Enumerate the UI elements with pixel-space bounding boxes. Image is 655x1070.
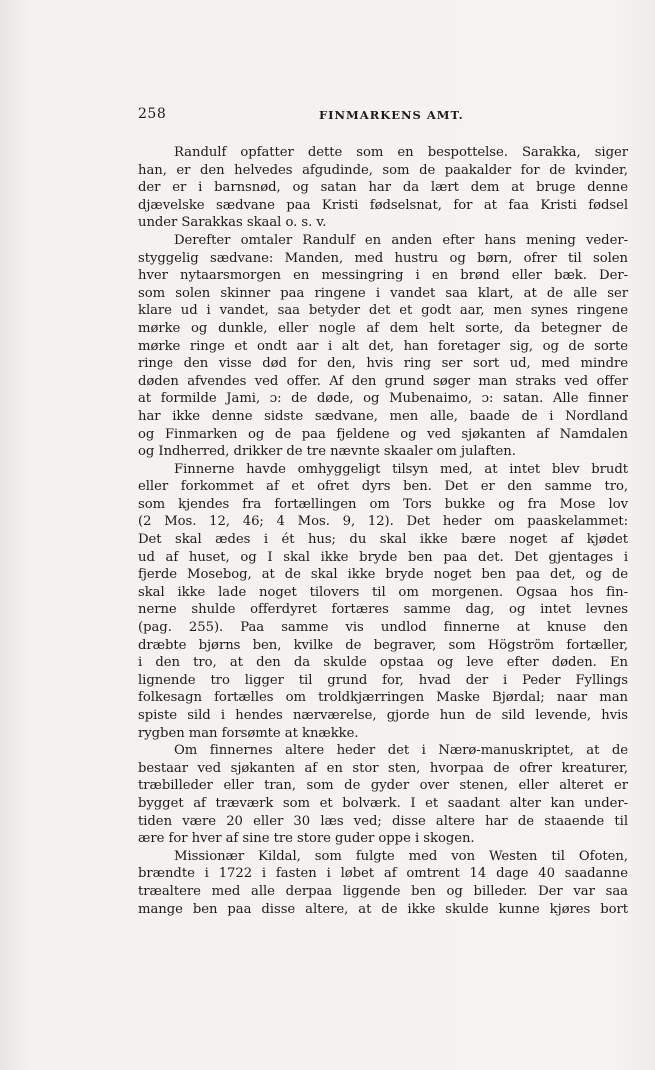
text-line: Missionær Kildal, som fulgte med von Westen til Ofoten,	[174, 848, 628, 864]
text-line: brændte i 1722 i fasten i løbet af omtrent 14 dage 40 saadanne	[138, 866, 628, 882]
running-title: FINMARKENS AMT.	[319, 108, 464, 122]
text-line: han, er den helvedes afgudinde, som de paakalder for de kvinder,	[138, 162, 628, 178]
text-line: døden afvendes ved offer. Af den grund søger man straks ved offer	[138, 373, 628, 389]
text-line: og Indherred, drikker de tre nævnte skaaler om julaften.	[138, 444, 516, 460]
text-line: Om finnernes altere heder det i Nærø-manuskriptet, at de	[174, 743, 628, 759]
text-line: i den tro, at den da skulde opstaa og leve efter døden. En	[138, 655, 628, 671]
text-line: som solen skinner paa ringene i vandet saa klart, at de alle ser	[138, 285, 628, 301]
text-line: ud af huset, og I skal ikke bryde ben paa det. Det gjentages i	[138, 549, 628, 565]
text-line: fjerde Mosebog, at de skal ikke bryde noget ben paa det, og de	[138, 567, 628, 583]
text-line: styggelig sædvane: Manden, med hustru og børn, ofrer til solen	[138, 250, 628, 266]
body-text	[138, 144, 628, 918]
text-line: under Sarakkas skaal o. s. v.	[138, 215, 327, 231]
text-line: skal ikke lade noget tilovers til om morgenen. Ogsaa hos fin-	[138, 584, 628, 600]
text-line: Det skal ædes i ét hus; du skal ikke bære noget af kjødet	[138, 532, 628, 548]
text-line: djævelske sædvane paa Kristi fødselsnat, for at faa Kristi fødsel	[138, 197, 628, 213]
text-line: der er i barnsnød, og satan har da lært dem at bruge denne	[138, 180, 628, 196]
text-line: rygben man forsømte at knække.	[138, 725, 359, 741]
text-line: at formilde Jami, ɔ: de døde, og Mubenaimo, ɔ: satan. Alle finner	[138, 391, 628, 407]
text-line: (pag. 255). Paa samme vis undlod finnerne at knuse den	[138, 620, 628, 636]
text-line: folkesagn fortælles om troldkjærringen Maske Bjørdal; naar man	[138, 690, 628, 706]
text-line: hver nytaarsmorgen en messingring i en brønd eller bæk. Der-	[138, 268, 628, 284]
text-line: som kjendes fra fortællingen om Tors bukke og fra Mose lov	[138, 496, 628, 512]
text-line: lignende tro ligger til grund for, hvad der i Peder Fyllings	[138, 672, 628, 688]
text-line: har ikke denne sidste sædvane, men alle, baade de i Nordland	[138, 408, 628, 424]
text-line: Finnerne havde omhyggeligt tilsyn med, at intet blev brudt	[174, 461, 628, 477]
text-line: (2 Mos. 12, 46; 4 Mos. 9, 12). Det heder om paaskelammet:	[138, 514, 628, 530]
text-line: ringe den visse død for den, hvis ring ser sort ud, med mindre	[138, 356, 628, 372]
page-header	[138, 106, 628, 126]
text-line: og Finmarken og de paa fjeldene og ved sjøkanten af Namdalen	[138, 426, 628, 442]
text-line: nerne shulde offerdyret fortæres samme dag, og intet levnes	[138, 602, 628, 618]
text-line: mørke og dunkle, eller nogle af dem helt sorte, da betegner de	[138, 320, 628, 336]
text-line: eller forkommet af et ofret dyrs ben. Det er den samme tro,	[138, 479, 628, 495]
text-line: Derefter omtaler Randulf en anden efter hans mening veder-	[174, 232, 628, 248]
text-line: træaltere med alle derpaa liggende ben og billeder. Der var saa	[138, 883, 628, 899]
text-line: træbilleder eller tran, som de gyder over stenen, eller alteret er	[138, 778, 628, 794]
text-line: Randulf opfatter dette som en bespottelse. Sarakka, siger	[174, 145, 628, 160]
text-line: ære for hver af sine tre store guder oppe i skogen.	[138, 831, 475, 847]
page-number: 258	[138, 106, 167, 122]
text-line: dræbte bjørns ben, kvilke de begraver, som Högström fortæller,	[138, 637, 628, 653]
text-line: klare ud i vandet, saa betyder det et godt aar, men synes ringene	[138, 303, 628, 319]
text-line: mørke ringe et ondt aar i alt det, han foretager sig, og de sorte	[138, 338, 628, 354]
text-line: tiden være 20 eller 30 læs ved; disse altere har de staaende til	[138, 813, 628, 829]
text-line: spiste sild i hendes nærværelse, gjorde hun de sild levende, hvis	[138, 708, 628, 723]
text-line: mange ben paa disse altere, at de ikke skulde kunne kjøres bort	[138, 901, 628, 917]
text-line: bygget af træværk som et bolværk. I et saadant alter kan under-	[138, 795, 628, 811]
text-line: bestaar ved sjøkanten af en stor sten, hvorpaa de ofrer kreaturer,	[138, 760, 628, 776]
